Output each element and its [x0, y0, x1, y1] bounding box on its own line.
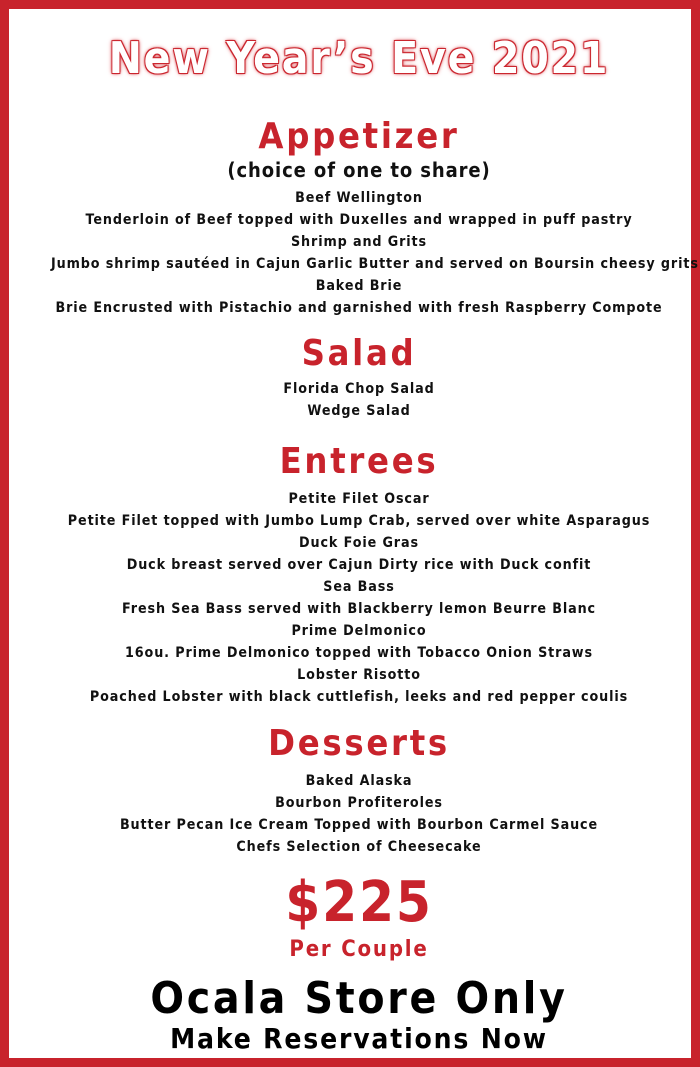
menu-item: Shrimp and Grits	[290, 234, 427, 250]
menu-item-description: Jumbo shrimp sautéed in Cajun Garlic Butter and served on Boursin cheesy grits	[51, 256, 699, 272]
menu-item-description: Petite Filet topped with Jumbo Lump Crab, served over white Asparagus	[67, 513, 651, 529]
menu-item: Florida Chop Salad	[283, 381, 435, 397]
menu-item: Wedge Salad	[307, 403, 411, 419]
salad-heading: Salad	[301, 333, 417, 374]
reservation-call-to-action: Make Reservations Now	[170, 1022, 548, 1055]
menu-item-description: Duck breast served over Cajun Dirty rice with Duck confit	[126, 557, 592, 573]
appetizer-subheading: (choice of one to share)	[227, 158, 491, 182]
menu-item-description: 16ou. Prime Delmonico topped with Tobacco Onion Straws	[125, 645, 593, 661]
store-note: Ocala Store Only	[150, 973, 568, 1024]
menu-item: Baked Brie	[315, 278, 403, 294]
menu-item-description: Brie Encrusted with Pistachio and garnished with fresh Raspberry Compote	[55, 300, 663, 316]
menu-item-description: Poached Lobster with black cuttlefish, leeks and red pepper coulis	[89, 689, 629, 705]
menu-item-description: Fresh Sea Bass served with Blackberry lemon Beurre Blanc	[121, 601, 597, 617]
appetizer-heading: Appetizer	[258, 116, 460, 157]
menu-item: Chefs Selection of Cheesecake	[236, 839, 482, 855]
desserts-heading: Desserts	[268, 723, 450, 764]
menu-item: Beef Wellington	[295, 190, 423, 206]
price: $225	[285, 870, 433, 935]
menu-item: Bourbon Profiteroles	[275, 795, 443, 811]
menu-item: Lobster Risotto	[297, 667, 421, 683]
menu-item: Prime Delmonico	[291, 623, 427, 639]
menu-item-description: Tenderloin of Beef topped with Duxelles and wrapped in puff pastry	[85, 212, 633, 228]
price-note: Per Couple	[289, 937, 429, 962]
menu-title: New Year’s Eve 2021	[108, 33, 610, 84]
menu-item: Duck Foie Gras	[299, 535, 419, 551]
menu-item: Petite Filet Oscar	[288, 491, 430, 507]
menu-item: Baked Alaska	[305, 773, 413, 789]
entrees-heading: Entrees	[279, 441, 439, 482]
menu-item: Sea Bass	[323, 579, 395, 595]
menu-item: Butter Pecan Ice Cream Topped with Bourbon Carmel Sauce	[119, 817, 599, 833]
